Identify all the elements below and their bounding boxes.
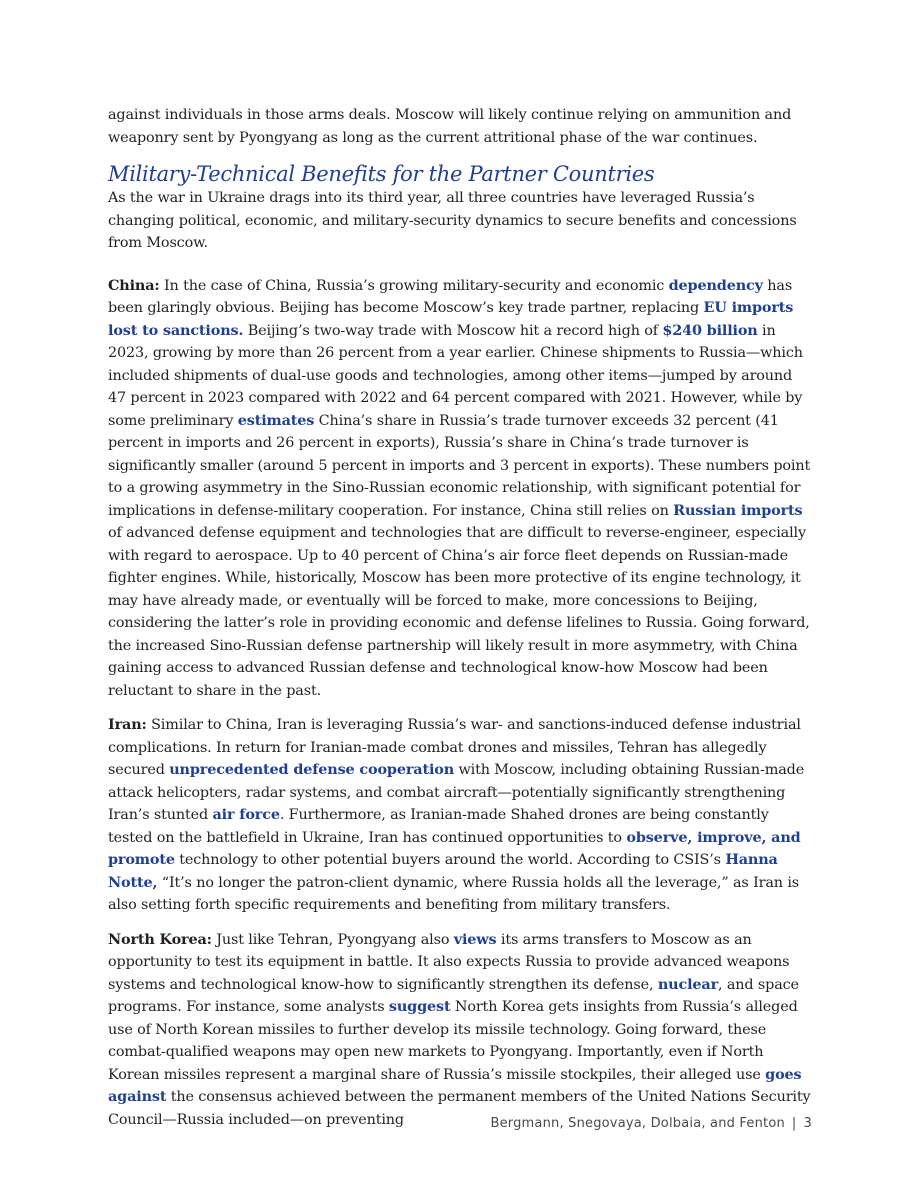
link-defense-cooperation[interactable]: unprecedented defense cooperation [169, 761, 455, 778]
link-views[interactable]: views [453, 930, 497, 948]
section-heading: Military-Technical Benefits for the Partner Countries [108, 162, 655, 186]
paragraph-china: China: In the case of China, Russia’s growing military-security and economic dependency has been glaringly obvious. Beijing has become Moscow’s key trade partner, replacing EU imports lost to sanctions. Beijing’s two-way trade with Moscow hit a record high of $240 billion in 2023, growing by more than 26 percent from a year earlier. Chinese shipments to Russia—which included shipments of dual-use goods and technologies, among other items—jumped by around 47 percent in 2023 compared with 2022 and 64 percent compared with 2021. However, while by some preliminary estimates China’s share in Russia’s trade turnover exceeds 32 percent (41 percent in imports and 26 percent in exports), Russia’s share in China’s trade turnover is significantly smaller (around 5 percent in imports and 3 percent in exports). These numbers point to a growing asymmetry in the Sino-Russian economic relationship, with significant potential for implications in defense-military cooperation. For instance, China still relies on Russian imports of advanced defense equipment and technologies that are difficult to reverse-engineer, especially with regard to aerospace. Up to 40 percent of China’s air force fleet depends on Russian-made fighter engines. While, historically, Moscow has been more protective of its engine technology, it may have already made, or eventually will be forced to make, more concessions to Beijing, considering the latter’s role in providing economic and defense lifelines to Russia. Going forward, the increased Sino-Russian defense partnership will likely result in more asymmetry, with China gaining access to advanced Russian defense and technological know-how Moscow had been reluctant to share in the past. [108, 276, 811, 699]
paragraph-iran: Iran: Similar to China, Iran is leveraging Russia’s war- and sanctions-induced defense industrial complications. In return for Iranian-made combat drones and missiles, Tehran has allegedly secured unprecedented defense cooperation with Moscow, including obtaining Russian-made attack helicopters, radar systems, and combat aircraft—potentially significantly strengthening Iran’s stunted air force. Furthermore, as Iranian-made Shahed drones are being constantly tested on the battlefield in Ukraine, Iran has continued opportunities to observe, improve, and promote technology to other potential buyers around the world. According to CSIS’s Hanna Notte, “It’s no longer the patron-client dynamic, where Russia holds all the leverage,” as Iran is also setting forth specific requirements and benefiting from military transfers. [108, 716, 805, 913]
link-estimates[interactable]: estimates [237, 411, 315, 429]
china-label: China: [108, 276, 160, 294]
north-korea-label: North Korea: [108, 930, 212, 948]
link-hanna-notte[interactable]: Hanna Notte, [108, 851, 778, 891]
link-air-force[interactable]: air force [212, 806, 280, 823]
link-suggest[interactable]: suggest [388, 998, 451, 1015]
paragraph-intro: As the war in Ukraine drags into its third year, all three countries have leveraged Russia’s changing political, economic, and military-security dynamics to secure benefits and concessions from Moscow. [108, 190, 797, 251]
page-number: 3 [803, 1116, 812, 1131]
link-goes-against[interactable]: goes against [108, 1065, 802, 1105]
paragraph-north-korea: North Korea: Just like Tehran, Pyongyang also views its arms transfers to Moscow as an opportunity to test its equipment in battle. It also expects Russia to provide advanced weapons systems and technological know-how to significantly strengthen its defense, nuclear, and space programs. For instance, some analysts suggest North Korea gets insights from Russia’s alleged use of North Korean missiles to further develop its missile technology. Going forward, these combat-qualified weapons may open new markets to Pyongyang. Importantly, even if North Korean missiles represent a marginal share of Russia’s missile stockpiles, their alleged use goes against the consensus achieved between the permanent members of the United Nations Security Council—Russia included—on preventing [108, 930, 811, 1128]
link-240-billion[interactable]: $240 billion [662, 321, 758, 339]
link-observe-improve-promote[interactable]: observe, improve, and promote [108, 828, 801, 868]
link-eu-imports[interactable]: EU imports lost to sanctions. [108, 299, 794, 339]
body-text [108, 104, 814, 1143]
footer-separator: | [791, 1116, 797, 1131]
footer-authors: Bergmann, Snegovaya, Dolbaia, and Fenton [490, 1116, 785, 1131]
link-russian-imports[interactable]: Russian imports [673, 501, 803, 519]
paragraph-continued: against individuals in those arms deals. Moscow will likely continue relying on ammunition and weaponry sent by Pyongyang as long as the current attritional phase of the war continues. [108, 107, 792, 146]
link-dependency[interactable]: dependency [668, 276, 763, 294]
page-footer [490, 1116, 812, 1131]
link-nuclear[interactable]: nuclear [657, 975, 719, 993]
iran-label: Iran: [108, 716, 147, 733]
